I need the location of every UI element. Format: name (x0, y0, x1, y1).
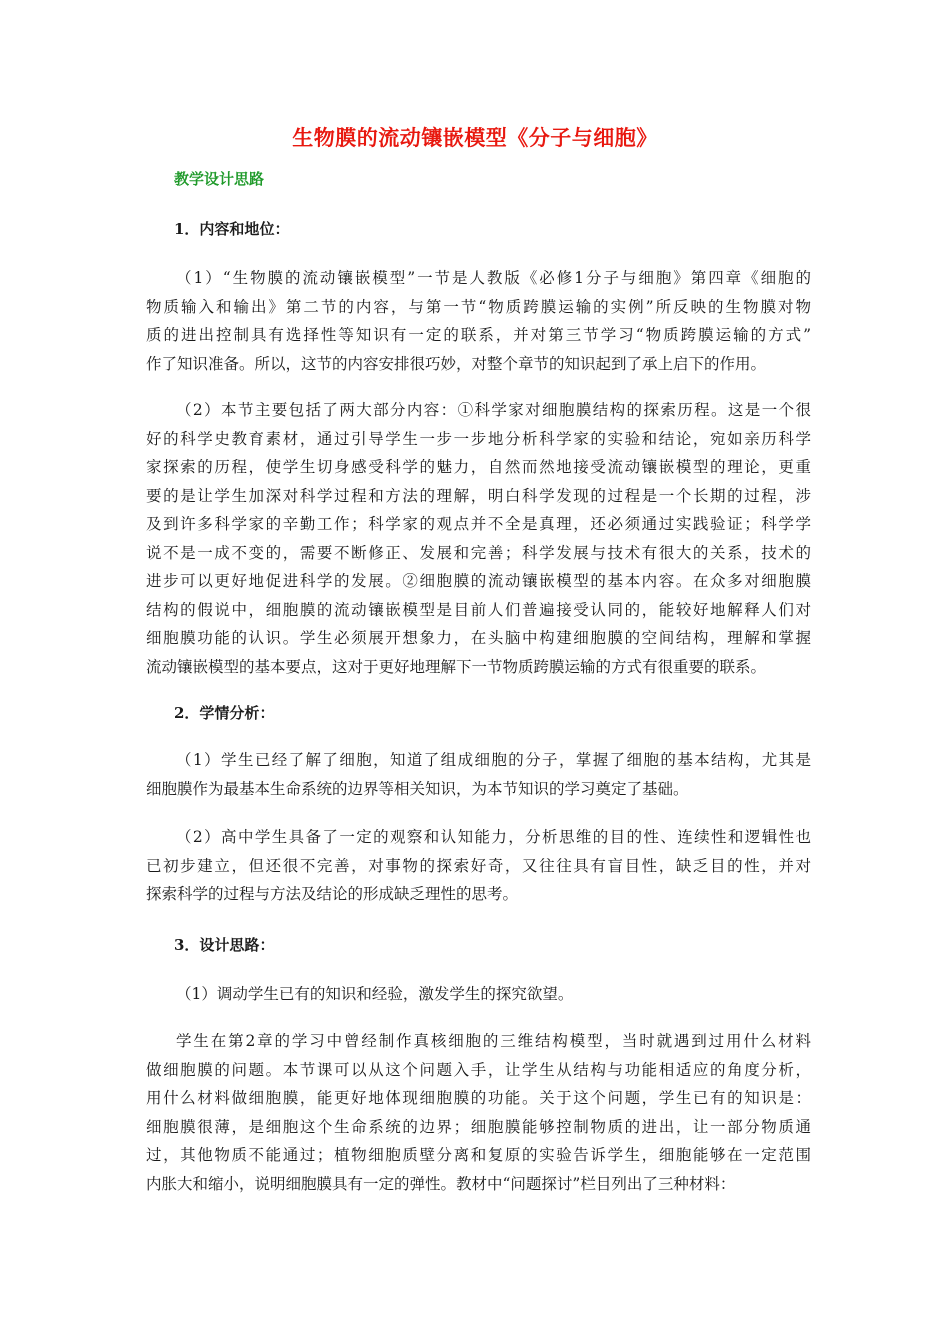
text-line: 细胞膜很薄，是细胞这个生命系统的边界；细胞膜能够控制物质的进出，让一部分物质通 (146, 1117, 811, 1136)
text-line: 作了知识准备。所以，这节的内容安排很巧妙，对整个章节的知识起到了承上启下的作用。 (146, 354, 767, 373)
text-line: 流动镶嵌模型的基本要点，这对于更好地理解下一节物质跨膜运输的方式有很重要的联系。 (146, 657, 767, 676)
text-line: （2）本节主要包括了两大部分内容：①科学家对细胞膜结构的探索历程。这是一个很 (176, 401, 811, 419)
paragraph-student-analysis-1 (146, 746, 811, 803)
paragraph-content-position-1 (146, 264, 811, 378)
text-line: 做细胞膜的问题。本节课可以从这个问题入手，让学生从结构与功能相适应的角度分析， (146, 1060, 811, 1079)
paragraph-design-approach-2 (146, 1027, 811, 1198)
section-heading-design-approach: 3．设计思路： (174, 936, 275, 954)
text-line: 学生在第2章的学习中曾经制作真核细胞的三维结构模型，当时就遇到过用什么材料 (176, 1032, 811, 1050)
text-line: 物质输入和输出》第二节的内容，与第一节“物质跨膜运输的实例”所反映的生物膜对物 (146, 297, 811, 316)
paragraph-student-analysis-2 (146, 823, 811, 909)
text-line: 及到许多科学家的辛勤工作；科学家的观点并不全是真理，还必须通过实践验证；科学学 (146, 515, 811, 533)
text-line: 过，其他物质不能通过；植物细胞质壁分离和复原的实验告诉学生，细胞能够在一定范围 (146, 1146, 811, 1164)
text-line: （2）高中学生具备了一定的观察和认知能力，分析思维的目的性、连续性和逻辑性也 (176, 828, 811, 846)
text-line: 结构的假说中，细胞膜的流动镶嵌模型是目前人们普遍接受认同的，能较好地解释人们对 (146, 600, 811, 619)
paragraph-design-approach-1 (146, 980, 811, 1009)
text-line: 探索科学的过程与方法及结论的形成缺乏理性的思考。 (146, 885, 519, 903)
document-title: 生物膜的流动镶嵌模型《分子与细胞》 (292, 125, 658, 150)
text-line: 说不是一成不变的，需要不断修正、发展和完善；科学发展与技术有很大的关系，技术的 (146, 543, 811, 562)
text-line: 内胀大和缩小，说明细胞膜具有一定的弹性。教材中“问题探讨”栏目列出了三种材料： (146, 1174, 736, 1193)
section-heading-student-analysis: 2．学情分析： (174, 704, 275, 722)
text-line: 进步可以更好地促进科学的发展。②细胞膜的流动镶嵌模型的基本内容。在众多对细胞膜 (146, 572, 811, 590)
text-line: （1）学生已经了解了细胞，知道了组成细胞的分子，掌握了细胞的基本结构，尤其是 (176, 751, 811, 769)
text-line: 质的进出控制具有选择性等知识有一定的联系，并对第三节学习“物质跨膜运输的方式” (146, 326, 811, 344)
text-line: 用什么材料做细胞膜，能更好地体现细胞膜的功能。关于这个问题，学生已有的知识是： (146, 1089, 811, 1107)
text-line: 细胞膜作为最基本生命系统的边界等相关知识，为本节知识的学习奠定了基础。 (146, 779, 689, 798)
document-subtitle: 教学设计思路 (174, 170, 265, 188)
text-line: （1）调动学生已有的知识和经验，激发学生的探究欲望。 (176, 985, 574, 1003)
text-line: 要的是让学生加深对科学过程和方法的理解，明白科学发现的过程是一个长期的过程，涉 (146, 486, 811, 505)
text-line: 细胞膜功能的认识。学生必须展开想象力，在头脑中构建细胞膜的空间结构，理解和掌握 (146, 629, 811, 647)
text-line: 家探索的历程，使学生切身感受科学的魅力，自然而然地接受流动镶嵌模型的理论，更重 (146, 458, 811, 476)
section-heading-content-position: 1．内容和地位： (174, 220, 290, 238)
text-line: （1）“生物膜的流动镶嵌模型”一节是人教版《必修1分子与细胞》第四章《细胞的 (176, 269, 811, 287)
text-line: 已初步建立，但还很不完善，对事物的探索好奇，又往往具有盲目性，缺乏目的性，并对 (146, 856, 811, 875)
text-line: 好的科学史教育素材，通过引导学生一步一步地分析科学家的实验和结论，宛如亲历科学 (146, 429, 811, 448)
paragraph-content-position-2 (146, 396, 811, 681)
